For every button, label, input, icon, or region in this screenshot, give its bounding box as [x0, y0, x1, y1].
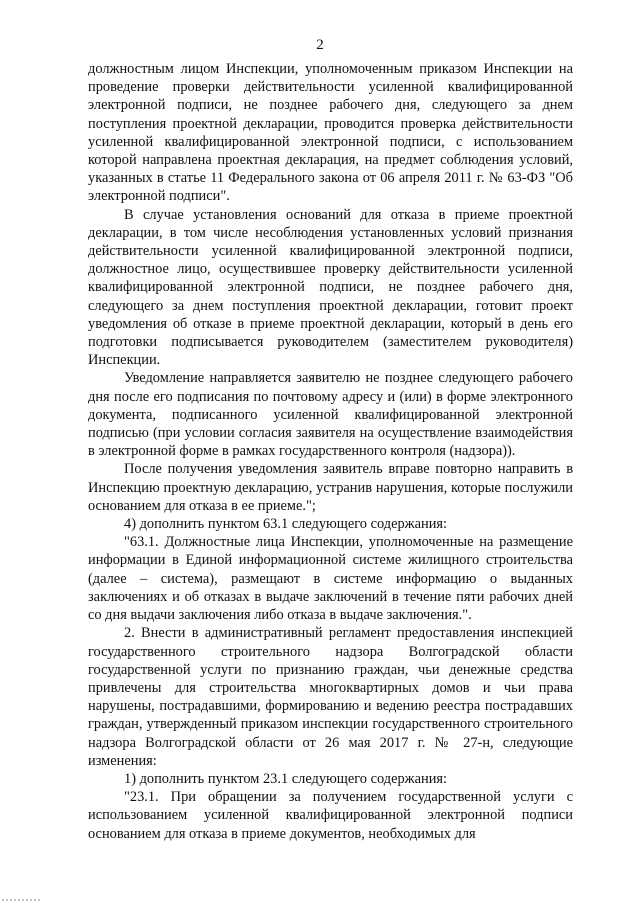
scan-artifact — [2, 899, 42, 901]
paragraph-clause-63-1: "63.1. Должностные лица Инспекции, уполномоченные на размещение информации в Единой информационной системе жилищного строительства (далее – система), размещают в системе информацию о выданных заключениях и об отказах в выдаче заключений в течение пяти рабочих дней со дня выдачи заключения либо отказа в выдаче заключения.". — [88, 534, 573, 624]
paragraph-section-2: 2. Внести в административный регламент предоставления инспекцией государственного строительного надзора Волгоградской области государственной услуги по признанию граждан, чьи денежные средства привлечены для строительства многоквартирных домов и чьи права нарушены, пострадавшими, формированию и ведению реестра пострадавших граждан, утвержденный приказом инспекции государственного строительного надзора Волгоградской области от 26 мая 2017 г. № 27-н, следующие изменения: — [88, 625, 573, 769]
paragraph-notification: Уведомление направляется заявителю не позднее следующего рабочего дня после его подписания по почтовому адресу и (или) в форме электронного документа, подписанного усиленной квалифицированной электронной подписью (при условии согласия заявителя на осуществление взаимодействия в электронной форме в рамках государственного контроля (надзора)). — [88, 370, 573, 460]
paragraph-clause-23-1: "23.1. При обращении за получением государственной услуги с использованием усиленной квалифицированной электронной подписи основанием для отказа в приеме документов, необходимых для — [88, 789, 573, 842]
paragraph-signature-check: должностным лицом Инспекции, уполномоченным приказом Инспекции на проведение проверки действительности усиленной квалифицированной электронной подписи, не позднее рабочего дня, следующего за днем поступления проектной декларации, проводится проверка действительности усиленной квалифицированной электронной подписи, с использованием которой направлена проектная декларация, на предмет соблюдения условий, указанных в статье 11 Федерального закона от 06 апреля 2011 г. № 63-ФЗ "Об электронной подписи". — [88, 61, 573, 205]
document-body — [88, 60, 573, 843]
paragraph-item-4: 4) дополнить пунктом 63.1 следующего содержания: — [124, 516, 448, 533]
paragraph-refusal-grounds: В случае установления оснований для отказа в приеме проектной декларации, в том числе несоблюдения установленных условий признания действительности усиленной квалифицированной электронной подписи, должностное лицо, осуществившее проверку действительности усиленной квалифицированной электронной подписи, не позднее рабочего дня, следующего за днем поступления проектной декларации, готовит проект уведомления об отказе в приеме проектной декларации, который в день его подготовки подписывается руководителем (заместителем руководителя) Инспекции. — [88, 206, 573, 369]
paragraph-resubmission: После получения уведомления заявитель вправе повторно направить в Инспекцию проектную декларацию, устранив нарушения, которые послужили основанием для отказа в ее приеме."; — [88, 461, 573, 514]
page-number: 2 — [316, 37, 324, 53]
paragraph-item-1: 1) дополнить пунктом 23.1 следующего содержания: — [124, 770, 448, 787]
